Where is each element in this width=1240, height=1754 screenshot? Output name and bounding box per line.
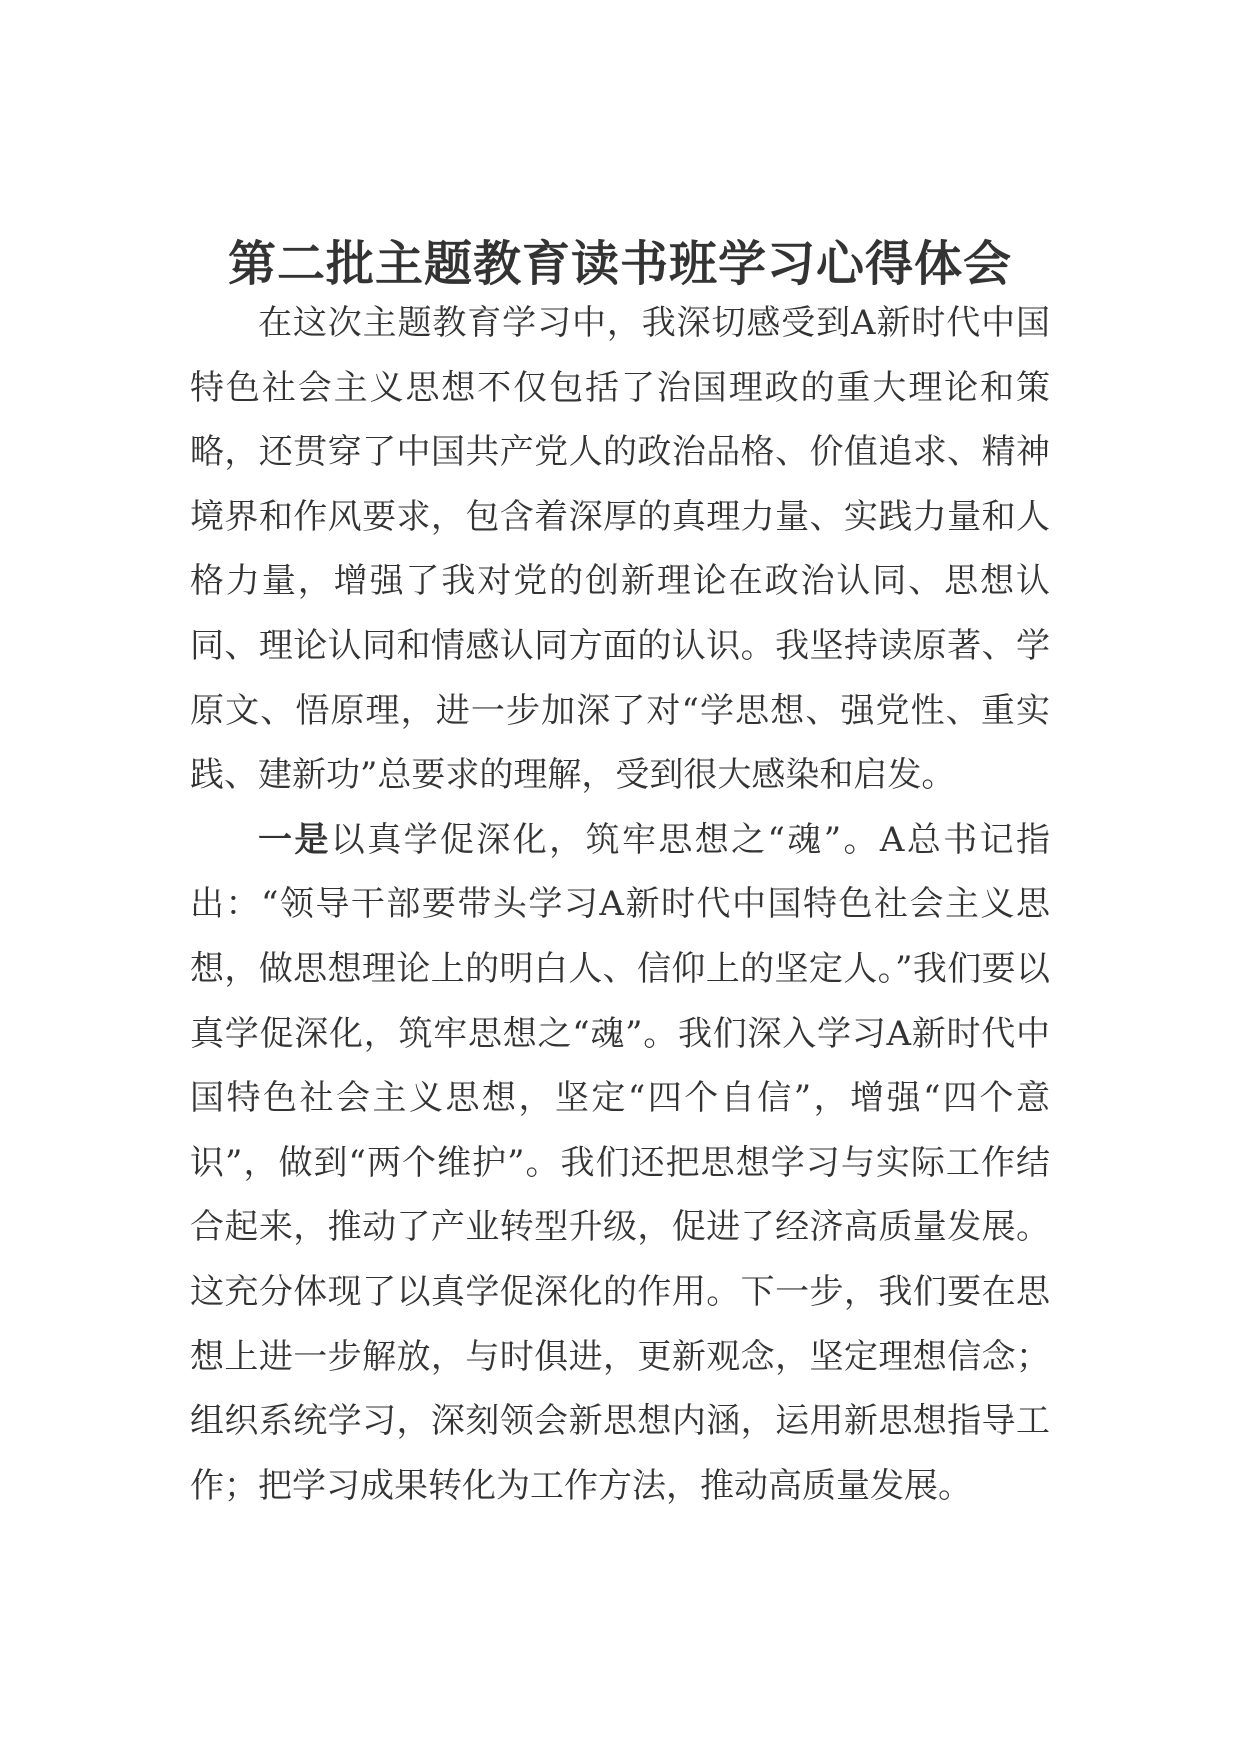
document-body (190, 291, 1050, 1518)
paragraph-intro-text: 在这次主题教育学习中，我深切感受到A新时代中国特色社会主义思想不仅包括了治国理政的重大理论和策略，还贯穿了中国共产党人的政治品格、价值追求、精神境界和作风要求，包含着深厚的真理力量、实践力量和人格力量，增强了我对党的创新理论在政治认同、思想认同、理论认同和情感认同方面的认识。我坚持读原著、学原文、悟原理，进一步加深了对“学思想、强党性、重实践、建新功”总要求的理解，受到很大感染和启发。 (190, 303, 1050, 796)
document-title: 第二批主题教育读书班学习心得体会 (227, 236, 1012, 293)
paragraph-point-one (190, 808, 1050, 1519)
paragraph-point-one-lead: 一是 (258, 819, 331, 860)
paragraph-intro (190, 291, 1050, 808)
paragraph-point-one-text: 以真学促深化，筑牢思想之“魂”。A总书记指出：“领导干部要带头学习A新时代中国特色社会主义思想，做思想理论上的明白人、信仰上的坚定人。”我们要以真学促深化，筑牢思想之“魂”。我们深入学习A新时代中国特色社会主义思想，坚定“四个自信”，增强“四个意识”，做到“两个维护”。我们还把思想学习与实际工作结合起来，推动了产业转型升级，促进了经济高质量发展。这充分体现了以真学促深化的作用。下一步，我们要在思想上进一步解放，与时俱进，更新观念，坚定理想信念；组织系统学习，深刻领会新思想内涵，运用新思想指导工作；把学习成果转化为工作方法，推动高质量发展。 (190, 819, 1050, 1506)
